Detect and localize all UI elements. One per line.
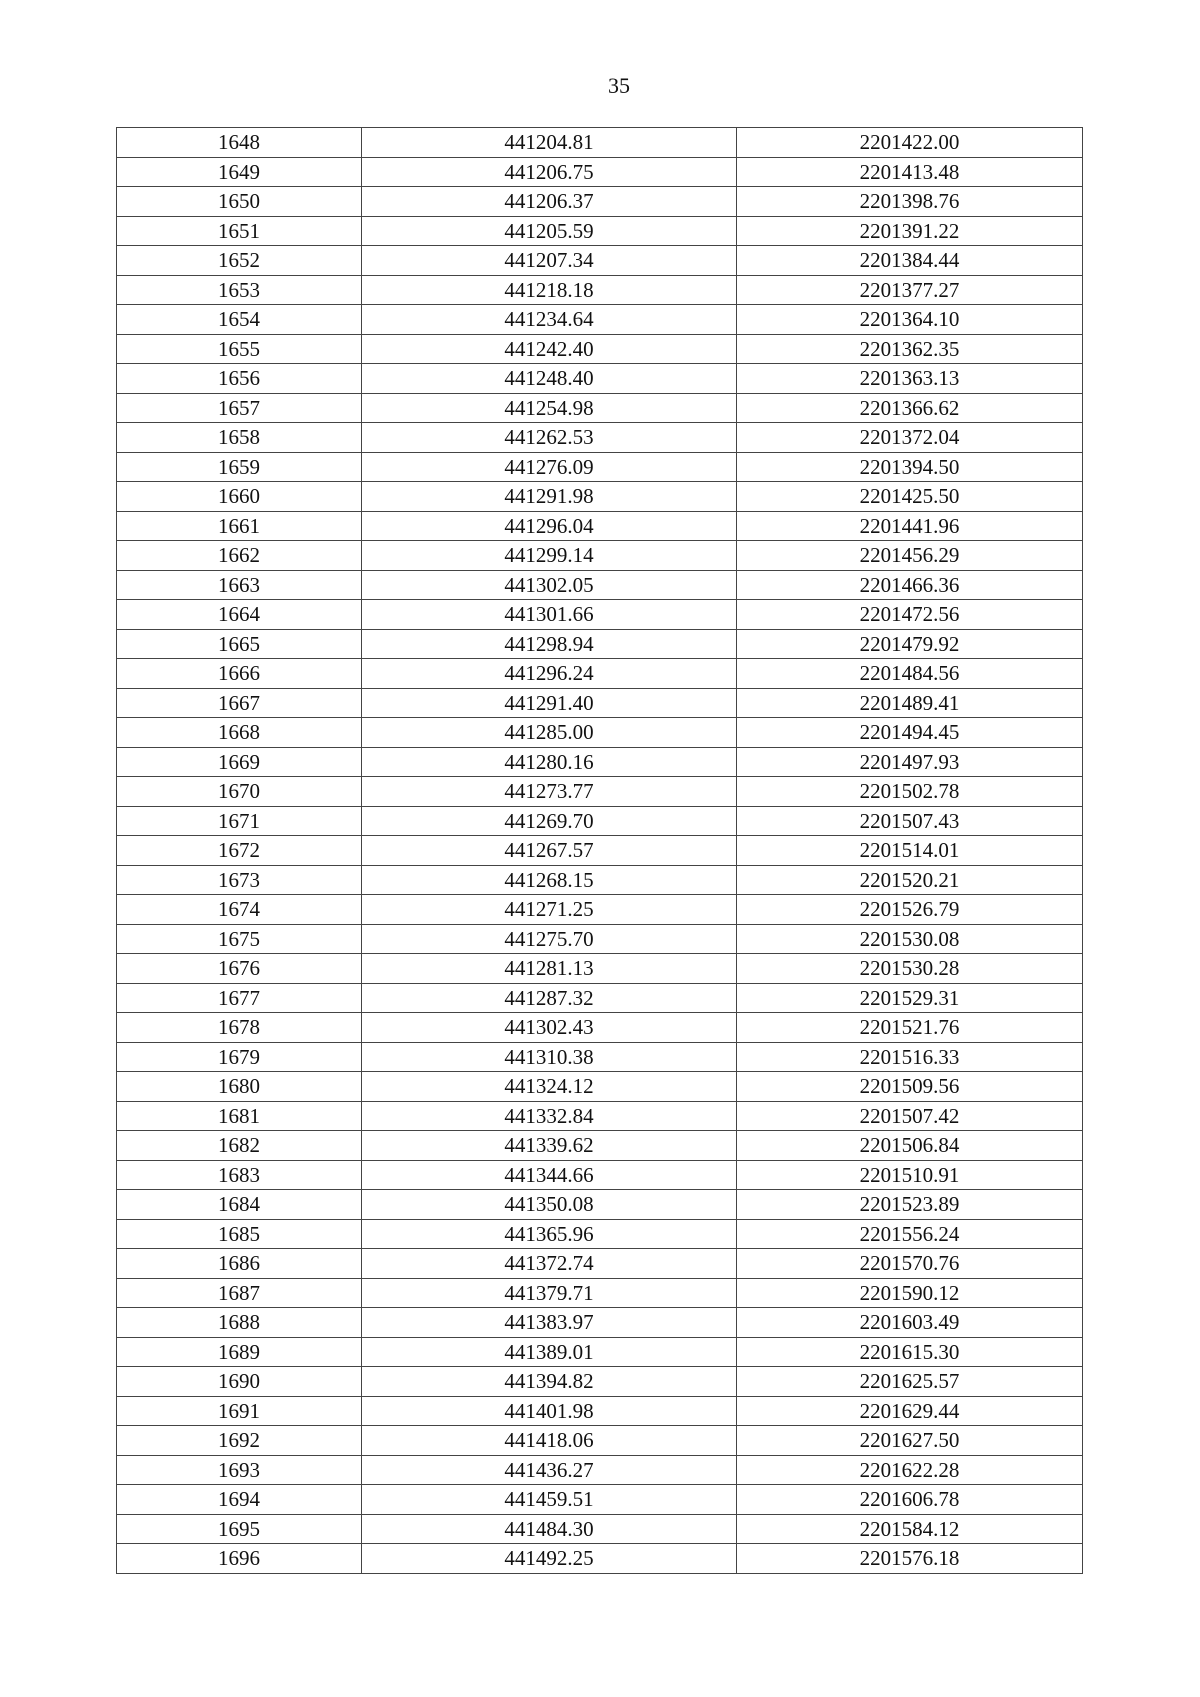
y-coordinate-cell: 2201497.93 — [737, 747, 1083, 777]
y-coordinate-cell: 2201590.12 — [737, 1278, 1083, 1308]
x-coordinate-cell: 441389.01 — [362, 1337, 737, 1367]
table-row — [117, 423, 1083, 453]
point-number-cell: 1655 — [117, 334, 362, 364]
point-number-cell: 1671 — [117, 806, 362, 836]
y-coordinate-cell: 2201479.92 — [737, 629, 1083, 659]
table-row — [117, 570, 1083, 600]
table-row — [117, 718, 1083, 748]
y-coordinate-cell: 2201494.45 — [737, 718, 1083, 748]
table-row — [117, 1455, 1083, 1485]
point-number-cell: 1676 — [117, 954, 362, 984]
point-number-cell: 1659 — [117, 452, 362, 482]
x-coordinate-cell: 441324.12 — [362, 1072, 737, 1102]
x-coordinate-cell: 441280.16 — [362, 747, 737, 777]
table-row — [117, 393, 1083, 423]
x-coordinate-cell: 441394.82 — [362, 1367, 737, 1397]
table-row — [117, 157, 1083, 187]
point-number-cell: 1682 — [117, 1131, 362, 1161]
point-number-cell: 1693 — [117, 1455, 362, 1485]
table-row — [117, 1278, 1083, 1308]
y-coordinate-cell: 2201625.57 — [737, 1367, 1083, 1397]
y-coordinate-cell: 2201530.08 — [737, 924, 1083, 954]
x-coordinate-cell: 441291.40 — [362, 688, 737, 718]
point-number-cell: 1652 — [117, 246, 362, 276]
table-row — [117, 1101, 1083, 1131]
x-coordinate-cell: 441242.40 — [362, 334, 737, 364]
x-coordinate-cell: 441299.14 — [362, 541, 737, 571]
x-coordinate-cell: 441310.38 — [362, 1042, 737, 1072]
point-number-cell: 1666 — [117, 659, 362, 689]
table-body — [117, 128, 1083, 1574]
table-row — [117, 806, 1083, 836]
table-row — [117, 1190, 1083, 1220]
point-number-cell: 1654 — [117, 305, 362, 335]
y-coordinate-cell: 2201441.96 — [737, 511, 1083, 541]
point-number-cell: 1689 — [117, 1337, 362, 1367]
y-coordinate-cell: 2201529.31 — [737, 983, 1083, 1013]
table-row — [117, 1514, 1083, 1544]
x-coordinate-cell: 441205.59 — [362, 216, 737, 246]
coordinates-table — [116, 127, 1083, 1574]
y-coordinate-cell: 2201422.00 — [737, 128, 1083, 158]
y-coordinate-cell: 2201372.04 — [737, 423, 1083, 453]
table-row — [117, 482, 1083, 512]
point-number-cell: 1661 — [117, 511, 362, 541]
y-coordinate-cell: 2201521.76 — [737, 1013, 1083, 1043]
table-row — [117, 1042, 1083, 1072]
table-row — [117, 983, 1083, 1013]
x-coordinate-cell: 441401.98 — [362, 1396, 737, 1426]
point-number-cell: 1681 — [117, 1101, 362, 1131]
table-row — [117, 777, 1083, 807]
x-coordinate-cell: 441207.34 — [362, 246, 737, 276]
x-coordinate-cell: 441372.74 — [362, 1249, 737, 1279]
table-row — [117, 511, 1083, 541]
table-row — [117, 128, 1083, 158]
x-coordinate-cell: 441204.81 — [362, 128, 737, 158]
x-coordinate-cell: 441206.75 — [362, 157, 737, 187]
y-coordinate-cell: 2201366.62 — [737, 393, 1083, 423]
x-coordinate-cell: 441339.62 — [362, 1131, 737, 1161]
x-coordinate-cell: 441269.70 — [362, 806, 737, 836]
page-number: 35 — [608, 73, 630, 98]
table-row — [117, 688, 1083, 718]
table-row — [117, 216, 1083, 246]
table-row — [117, 1013, 1083, 1043]
point-number-cell: 1653 — [117, 275, 362, 305]
table-row — [117, 1308, 1083, 1338]
point-number-cell: 1686 — [117, 1249, 362, 1279]
coordinates-table-container — [116, 127, 1082, 1574]
y-coordinate-cell: 2201502.78 — [737, 777, 1083, 807]
point-number-cell: 1680 — [117, 1072, 362, 1102]
point-number-cell: 1657 — [117, 393, 362, 423]
point-number-cell: 1669 — [117, 747, 362, 777]
table-row — [117, 1396, 1083, 1426]
table-row — [117, 600, 1083, 630]
point-number-cell: 1687 — [117, 1278, 362, 1308]
table-row — [117, 334, 1083, 364]
y-coordinate-cell: 2201629.44 — [737, 1396, 1083, 1426]
x-coordinate-cell: 441350.08 — [362, 1190, 737, 1220]
x-coordinate-cell: 441383.97 — [362, 1308, 737, 1338]
table-row — [117, 629, 1083, 659]
table-row — [117, 659, 1083, 689]
point-number-cell: 1688 — [117, 1308, 362, 1338]
y-coordinate-cell: 2201603.49 — [737, 1308, 1083, 1338]
point-number-cell: 1668 — [117, 718, 362, 748]
table-row — [117, 836, 1083, 866]
point-number-cell: 1692 — [117, 1426, 362, 1456]
point-number-cell: 1670 — [117, 777, 362, 807]
table-row — [117, 865, 1083, 895]
x-coordinate-cell: 441248.40 — [362, 364, 737, 394]
y-coordinate-cell: 2201526.79 — [737, 895, 1083, 925]
table-row — [117, 954, 1083, 984]
y-coordinate-cell: 2201523.89 — [737, 1190, 1083, 1220]
x-coordinate-cell: 441267.57 — [362, 836, 737, 866]
x-coordinate-cell: 441298.94 — [362, 629, 737, 659]
y-coordinate-cell: 2201520.21 — [737, 865, 1083, 895]
table-row — [117, 1072, 1083, 1102]
point-number-cell: 1649 — [117, 157, 362, 187]
point-number-cell: 1694 — [117, 1485, 362, 1515]
point-number-cell: 1656 — [117, 364, 362, 394]
y-coordinate-cell: 2201514.01 — [737, 836, 1083, 866]
y-coordinate-cell: 2201391.22 — [737, 216, 1083, 246]
table-row — [117, 1131, 1083, 1161]
point-number-cell: 1662 — [117, 541, 362, 571]
y-coordinate-cell: 2201489.41 — [737, 688, 1083, 718]
y-coordinate-cell: 2201394.50 — [737, 452, 1083, 482]
table-row — [117, 452, 1083, 482]
point-number-cell: 1695 — [117, 1514, 362, 1544]
point-number-cell: 1673 — [117, 865, 362, 895]
y-coordinate-cell: 2201398.76 — [737, 187, 1083, 217]
point-number-cell: 1674 — [117, 895, 362, 925]
x-coordinate-cell: 441344.66 — [362, 1160, 737, 1190]
point-number-cell: 1678 — [117, 1013, 362, 1043]
point-number-cell: 1658 — [117, 423, 362, 453]
x-coordinate-cell: 441296.04 — [362, 511, 737, 541]
y-coordinate-cell: 2201622.28 — [737, 1455, 1083, 1485]
y-coordinate-cell: 2201506.84 — [737, 1131, 1083, 1161]
table-row — [117, 1249, 1083, 1279]
point-number-cell: 1665 — [117, 629, 362, 659]
point-number-cell: 1672 — [117, 836, 362, 866]
point-number-cell: 1667 — [117, 688, 362, 718]
x-coordinate-cell: 441275.70 — [362, 924, 737, 954]
x-coordinate-cell: 441273.77 — [362, 777, 737, 807]
point-number-cell: 1664 — [117, 600, 362, 630]
y-coordinate-cell: 2201384.44 — [737, 246, 1083, 276]
x-coordinate-cell: 441218.18 — [362, 275, 737, 305]
point-number-cell: 1685 — [117, 1219, 362, 1249]
x-coordinate-cell: 441296.24 — [362, 659, 737, 689]
table-row — [117, 1160, 1083, 1190]
x-coordinate-cell: 441281.13 — [362, 954, 737, 984]
x-coordinate-cell: 441302.43 — [362, 1013, 737, 1043]
x-coordinate-cell: 441332.84 — [362, 1101, 737, 1131]
table-row — [117, 1485, 1083, 1515]
x-coordinate-cell: 441436.27 — [362, 1455, 737, 1485]
point-number-cell: 1660 — [117, 482, 362, 512]
table-row — [117, 747, 1083, 777]
x-coordinate-cell: 441254.98 — [362, 393, 737, 423]
table-row — [117, 246, 1083, 276]
y-coordinate-cell: 2201556.24 — [737, 1219, 1083, 1249]
point-number-cell: 1690 — [117, 1367, 362, 1397]
y-coordinate-cell: 2201606.78 — [737, 1485, 1083, 1515]
y-coordinate-cell: 2201472.56 — [737, 600, 1083, 630]
table-row — [117, 541, 1083, 571]
x-coordinate-cell: 441234.64 — [362, 305, 737, 335]
x-coordinate-cell: 441492.25 — [362, 1544, 737, 1574]
point-number-cell: 1691 — [117, 1396, 362, 1426]
x-coordinate-cell: 441484.30 — [362, 1514, 737, 1544]
table-row — [117, 895, 1083, 925]
y-coordinate-cell: 2201466.36 — [737, 570, 1083, 600]
x-coordinate-cell: 441365.96 — [362, 1219, 737, 1249]
y-coordinate-cell: 2201570.76 — [737, 1249, 1083, 1279]
y-coordinate-cell: 2201516.33 — [737, 1042, 1083, 1072]
x-coordinate-cell: 441301.66 — [362, 600, 737, 630]
y-coordinate-cell: 2201530.28 — [737, 954, 1083, 984]
point-number-cell: 1675 — [117, 924, 362, 954]
y-coordinate-cell: 2201362.35 — [737, 334, 1083, 364]
x-coordinate-cell: 441302.05 — [362, 570, 737, 600]
point-number-cell: 1683 — [117, 1160, 362, 1190]
table-row — [117, 1219, 1083, 1249]
y-coordinate-cell: 2201425.50 — [737, 482, 1083, 512]
x-coordinate-cell: 441268.15 — [362, 865, 737, 895]
x-coordinate-cell: 441287.32 — [362, 983, 737, 1013]
y-coordinate-cell: 2201456.29 — [737, 541, 1083, 571]
table-row — [117, 1367, 1083, 1397]
table-row — [117, 305, 1083, 335]
y-coordinate-cell: 2201364.10 — [737, 305, 1083, 335]
x-coordinate-cell: 441379.71 — [362, 1278, 737, 1308]
y-coordinate-cell: 2201576.18 — [737, 1544, 1083, 1574]
y-coordinate-cell: 2201507.42 — [737, 1101, 1083, 1131]
x-coordinate-cell: 441418.06 — [362, 1426, 737, 1456]
x-coordinate-cell: 441459.51 — [362, 1485, 737, 1515]
point-number-cell: 1651 — [117, 216, 362, 246]
x-coordinate-cell: 441262.53 — [362, 423, 737, 453]
point-number-cell: 1677 — [117, 983, 362, 1013]
x-coordinate-cell: 441206.37 — [362, 187, 737, 217]
y-coordinate-cell: 2201413.48 — [737, 157, 1083, 187]
y-coordinate-cell: 2201377.27 — [737, 275, 1083, 305]
y-coordinate-cell: 2201484.56 — [737, 659, 1083, 689]
table-row — [117, 275, 1083, 305]
x-coordinate-cell: 441285.00 — [362, 718, 737, 748]
point-number-cell: 1650 — [117, 187, 362, 217]
point-number-cell: 1648 — [117, 128, 362, 158]
table-row — [117, 364, 1083, 394]
table-row — [117, 924, 1083, 954]
x-coordinate-cell: 441271.25 — [362, 895, 737, 925]
point-number-cell: 1684 — [117, 1190, 362, 1220]
x-coordinate-cell: 441276.09 — [362, 452, 737, 482]
table-row — [117, 1426, 1083, 1456]
y-coordinate-cell: 2201615.30 — [737, 1337, 1083, 1367]
point-number-cell: 1696 — [117, 1544, 362, 1574]
y-coordinate-cell: 2201363.13 — [737, 364, 1083, 394]
x-coordinate-cell: 441291.98 — [362, 482, 737, 512]
y-coordinate-cell: 2201507.43 — [737, 806, 1083, 836]
y-coordinate-cell: 2201510.91 — [737, 1160, 1083, 1190]
point-number-cell: 1663 — [117, 570, 362, 600]
table-row — [117, 1544, 1083, 1574]
point-number-cell: 1679 — [117, 1042, 362, 1072]
table-row — [117, 187, 1083, 217]
y-coordinate-cell: 2201509.56 — [737, 1072, 1083, 1102]
y-coordinate-cell: 2201627.50 — [737, 1426, 1083, 1456]
y-coordinate-cell: 2201584.12 — [737, 1514, 1083, 1544]
table-row — [117, 1337, 1083, 1367]
